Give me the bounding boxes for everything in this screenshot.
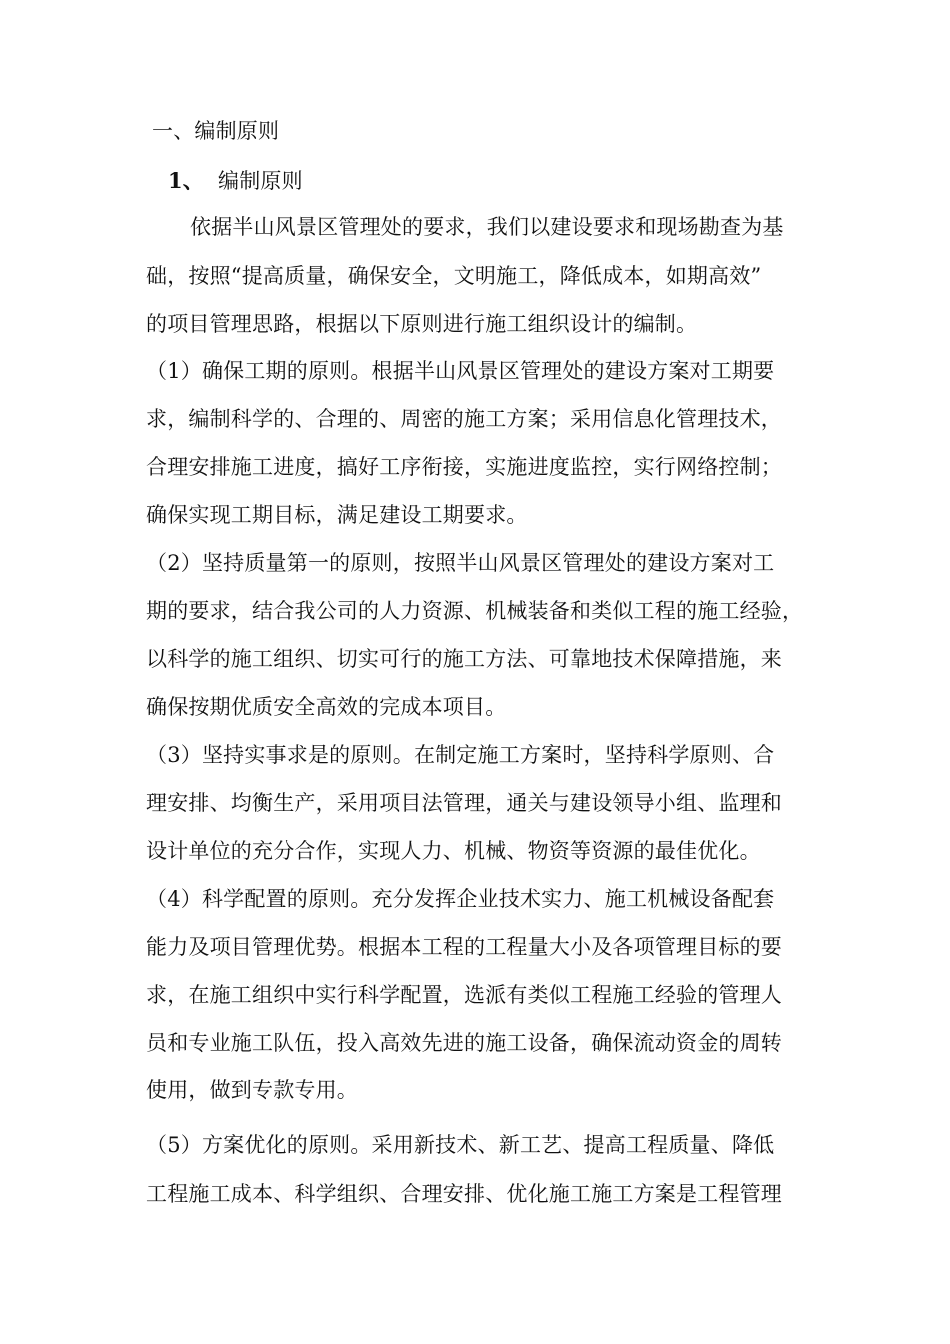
body-line: （2）坚持质量第一的原则，按照半山风景区管理处的建设方案对工 — [146, 551, 775, 575]
body-line: （3）坚持实事求是的原则。在制定施工方案时，坚持科学原则、合 — [146, 743, 775, 767]
body-line: 以科学的施工组织、切实可行的施工方法、可靠地技术保障措施，来 — [146, 647, 782, 671]
body-line: 理安排、均衡生产，采用项目法管理，通关与建设领导小组、监理和 — [146, 791, 782, 815]
body-line: 确保按期优质安全高效的完成本项目。 — [146, 695, 507, 719]
body-line: 确保实现工期目标，满足建设工期要求。 — [146, 503, 528, 527]
body-line: 求，在施工组织中实行科学配置，选派有类似工程施工经验的管理人 — [146, 983, 782, 1007]
body-line: 使用，做到专款专用。 — [146, 1078, 358, 1102]
body-line: 工程施工成本、科学组织、合理安排、优化施工施工方案是工程管理 — [146, 1182, 782, 1206]
body-line: 求，编制科学的、合理的、周密的施工方案；采用信息化管理技术， — [146, 407, 782, 431]
body-line: 合理安排施工进度，搞好工序衔接，实施进度监控，实行网络控制； — [146, 455, 782, 479]
section-heading: 一、编制原则 — [152, 119, 280, 143]
body-line: 期的要求，结合我公司的人力资源、机械装备和类似工程的施工经验， — [146, 599, 804, 623]
subsection-heading — [168, 167, 832, 195]
body-line: （5）方案优化的原则。采用新技术、新工艺、提高工程质量、降低 — [146, 1133, 775, 1157]
body-line: （4）科学配置的原则。充分发挥企业技术实力、施工机械设备配套 — [146, 887, 775, 911]
body-line: （1）确保工期的原则。根据半山风景区管理处的建设方案对工期要 — [146, 359, 775, 383]
body-line: 的项目管理思路，根据以下原则进行施工组织设计的编制。 — [146, 312, 698, 336]
body-line: 设计单位的充分合作，实现人力、机械、物资等资源的最佳优化。 — [146, 839, 761, 863]
subsection-number: 1、 — [168, 168, 205, 193]
body-line: 础，按照“提高质量，确保安全，文明施工，降低成本，如期高效” — [146, 264, 762, 288]
body-line: 依据半山风景区管理处的要求，我们以建设要求和现场勘查为基 — [190, 215, 784, 239]
body-line: 员和专业施工队伍，投入高效先进的施工设备，确保流动资金的周转 — [146, 1031, 782, 1055]
subsection-title: 编制原则 — [218, 169, 303, 193]
body-line: 能力及项目管理优势。根据本工程的工程量大小及各项管理目标的要 — [146, 935, 782, 959]
